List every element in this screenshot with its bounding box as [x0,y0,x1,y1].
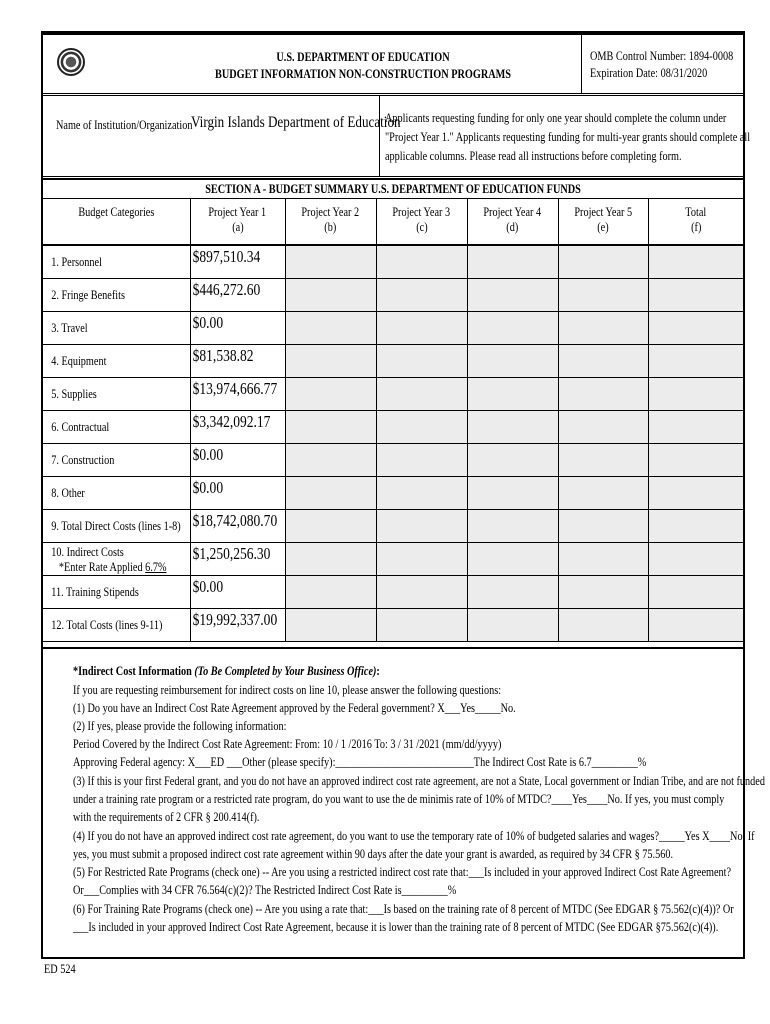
table-row [43,477,743,510]
budget-form [41,31,765,959]
indirect-cost-line: yes, you must submit a proposed indirect cost rate agreement within 90 days after the date your grant is awarded, as required by 34 CFR § 75.560. [73,847,674,861]
project-year-2-cell[interactable] [285,576,376,609]
project-year-3-cell[interactable] [376,609,467,642]
project-year-2-cell[interactable] [285,378,376,411]
indirect-cost-line: with the requirements of 2 CFR § 200.414(f). [73,810,260,824]
project-year-5-cell[interactable] [558,378,648,411]
project-year-1-cell[interactable]: $446,272.60 [190,279,285,312]
table-row [43,245,743,279]
instructions-line: applicable columns. Please read all instructions before completing form. [385,149,682,163]
indirect-cost-line: (6) For Training Rate Programs (check one) -- Are you using a rate that:___Is based on the training rate of 8 percent of MTDC (See EDGAR § 75.562(c)(4))? Or [73,902,734,916]
budget-category: 8. Other [43,477,190,510]
form-name: BUDGET INFORMATION NON-CONSTRUCTION PROGRAMS [214,67,512,81]
project-year-1-cell[interactable]: $0.00 [190,444,285,477]
project-year-4-cell[interactable] [467,543,558,576]
project-year-1-cell[interactable]: $19,992,337.00 [190,609,285,642]
project-year-4-cell[interactable] [467,312,558,345]
project-year-3-cell[interactable] [376,510,467,543]
indirect-cost-line: under a training rate program or a restricted rate program, do you want to use the de minimis rate of 10% of MTDC?____Yes____No. If yes, you must comply [73,792,725,806]
project-year-5-cell[interactable] [558,609,648,642]
project-year-4-cell[interactable] [467,345,558,378]
indirect-cost-line: Approving Federal agency: X___ED ___Other (please specify):___________________________The Indirect Cost Rate is 6.7_________% [73,755,647,769]
total-cell[interactable] [648,444,743,477]
project-year-1-cell[interactable]: $0.00 [190,576,285,609]
total-cell[interactable] [648,609,743,642]
project-year-4-cell[interactable] [467,576,558,609]
project-year-4-cell[interactable] [467,609,558,642]
indirect-cost-line: (2) If yes, please provide the following information: [73,719,287,733]
table-header-row [43,199,743,246]
table-row [43,345,743,378]
indirect-cost-line: If you are requesting reimbursement for indirect costs on line 10, please answer the following questions: [73,683,502,697]
form-title [207,49,519,83]
project-year-2-cell[interactable] [285,312,376,345]
project-year-1-cell[interactable]: $0.00 [190,477,285,510]
project-year-4-cell[interactable] [467,411,558,444]
budget-category: 10. Indirect Costs *Enter Rate Applied 6.7% [43,543,190,576]
project-year-5-cell[interactable] [558,543,648,576]
total-cell[interactable] [648,312,743,345]
project-year-1-cell[interactable]: $18,742,080.70 [190,510,285,543]
column-header: Project Year 4 (d) [467,199,558,246]
project-year-2-cell[interactable] [285,510,376,543]
project-year-5-cell[interactable] [558,345,648,378]
department-seal-icon [57,48,85,76]
indirect-cost-info [43,647,765,934]
project-year-3-cell[interactable] [376,543,467,576]
table-row [43,378,743,411]
project-year-1-cell[interactable]: $897,510.34 [190,245,285,279]
project-year-4-cell[interactable] [467,245,558,279]
project-year-2-cell[interactable] [285,345,376,378]
project-year-3-cell[interactable] [376,411,467,444]
form-id: ED 524 [44,962,76,976]
table-row [43,279,743,312]
project-year-4-cell[interactable] [467,510,558,543]
instructions-line: "Project Year 1." Applicants requesting funding for multi-year grants should complete all [385,130,751,144]
project-year-5-cell[interactable] [558,245,648,279]
indirect-cost-heading: *Indirect Cost Information (To Be Completed by Your Business Office): [73,664,380,678]
column-header: Project Year 2 (b) [285,199,376,246]
institution-name-field[interactable]: Virgin Islands Department of Education [191,114,401,131]
column-header: Project Year 5 (e) [558,199,648,246]
project-year-3-cell[interactable] [376,245,467,279]
department-name: U.S. DEPARTMENT OF EDUCATION [276,50,450,64]
total-cell[interactable] [648,543,743,576]
project-year-3-cell[interactable] [376,477,467,510]
indirect-cost-line: Period Covered by the Indirect Cost Rate Agreement: From: 10 / 1 /2016 To: 3 / 31 /2021 (mm/dd/yyyy) [73,737,502,751]
indirect-cost-line: (1) Do you have an Indirect Cost Rate Agreement approved by the Federal government? X___Yes_____No. [73,701,516,715]
project-year-3-cell[interactable] [376,444,467,477]
total-cell[interactable] [648,378,743,411]
project-year-4-cell[interactable] [467,477,558,510]
project-year-2-cell[interactable] [285,245,376,279]
budget-category: 1. Personnel [43,245,190,279]
project-year-4-cell[interactable] [467,444,558,477]
total-cell[interactable] [648,477,743,510]
table-row [43,543,743,576]
budget-summary-table [43,198,743,642]
institution-label: Name of Institution/Organization [56,118,193,132]
project-year-2-cell[interactable] [285,609,376,642]
institution-block [43,95,751,177]
indirect-rate-field[interactable]: 6.7% [145,560,167,574]
project-year-1-cell[interactable]: $0.00 [190,312,285,345]
project-year-3-cell[interactable] [376,576,467,609]
project-year-1-cell[interactable]: $13,974,666.77 [190,378,285,411]
project-year-3-cell[interactable] [376,345,467,378]
project-year-1-cell[interactable]: $81,538.82 [190,345,285,378]
column-header: Budget Categories [43,199,190,246]
project-year-1-cell[interactable]: $1,250,256.30 [190,543,285,576]
project-year-5-cell[interactable] [558,279,648,312]
budget-category: 2. Fringe Benefits [43,279,190,312]
budget-category: 11. Training Stipends [43,576,190,609]
table-row [43,510,743,543]
budget-category: 7. Construction [43,444,190,477]
table-row [43,312,743,345]
budget-category: 5. Supplies [43,378,190,411]
budget-category: 3. Travel [43,312,190,345]
project-year-5-cell[interactable] [558,576,648,609]
project-year-3-cell[interactable] [376,312,467,345]
budget-category: 12. Total Costs (lines 9-11) [43,609,190,642]
total-cell[interactable] [648,279,743,312]
table-row [43,576,743,609]
total-cell[interactable] [648,411,743,444]
indirect-cost-line: ___Is included in your approved Indirect Cost Rate Agreement, because it is lower than the training rate of 8 percent of MTDC (See EDGAR §75.562(c)(4)). [73,920,719,934]
table-row [43,609,743,642]
project-year-2-cell[interactable] [285,279,376,312]
indirect-cost-line: (5) For Restricted Rate Programs (check one) -- Are you using a restricted indirect cost rate that:___Is included in your approved Indirect Cost Rate Agreement? [73,865,732,879]
total-cell[interactable] [648,345,743,378]
project-year-5-cell[interactable] [558,510,648,543]
budget-category: 9. Total Direct Costs (lines 1-8) [43,510,190,543]
budget-category: 4. Equipment [43,345,190,378]
indirect-cost-line: (4) If you do not have an approved indirect cost rate agreement, do you want to use the temporary rate of 10% of budgeted salaries and wages?_____Yes X____No. If [73,829,755,843]
project-year-3-cell[interactable] [376,279,467,312]
indirect-cost-line: Or___Complies with 34 CFR 76.564(c)(2)? The Restricted Indirect Cost Rate is_________% [73,883,457,897]
project-year-5-cell[interactable] [558,411,648,444]
project-year-1-cell[interactable]: $3,342,092.17 [190,411,285,444]
expiration-date: Expiration Date: 08/31/2020 [590,66,708,80]
project-year-5-cell[interactable] [558,312,648,345]
project-year-2-cell[interactable] [285,477,376,510]
total-cell[interactable] [648,510,743,543]
table-row [43,411,743,444]
indirect-cost-line: (3) If this is your first Federal grant, and you do not have an approved indirect cost rate agreement, are not a State, Local government or Indian Tribe, and are not funded [73,774,765,788]
table-row [43,444,743,477]
form-header [43,35,743,94]
column-header: Total (f) [648,199,743,246]
column-header: Project Year 3 (c) [376,199,467,246]
column-header: Project Year 1 (a) [190,199,285,246]
project-year-4-cell[interactable] [467,378,558,411]
project-year-2-cell[interactable] [285,543,376,576]
project-year-5-cell[interactable] [558,477,648,510]
budget-category: 6. Contractual [43,411,190,444]
instructions-line: Applicants requesting funding for only one year should complete the column under [385,111,727,125]
project-year-5-cell[interactable] [558,444,648,477]
omb-info [581,35,743,93]
project-year-2-cell[interactable] [285,444,376,477]
project-year-4-cell[interactable] [467,279,558,312]
project-year-3-cell[interactable] [376,378,467,411]
section-a-title: SECTION A - BUDGET SUMMARY U.S. DEPARTMENT OF EDUCATION FUNDS [43,178,743,199]
total-cell[interactable] [648,576,743,609]
instructions-note [379,96,751,176]
project-year-2-cell[interactable] [285,411,376,444]
total-cell[interactable] [648,245,743,279]
omb-control-number: OMB Control Number: 1894-0008 [590,49,734,63]
